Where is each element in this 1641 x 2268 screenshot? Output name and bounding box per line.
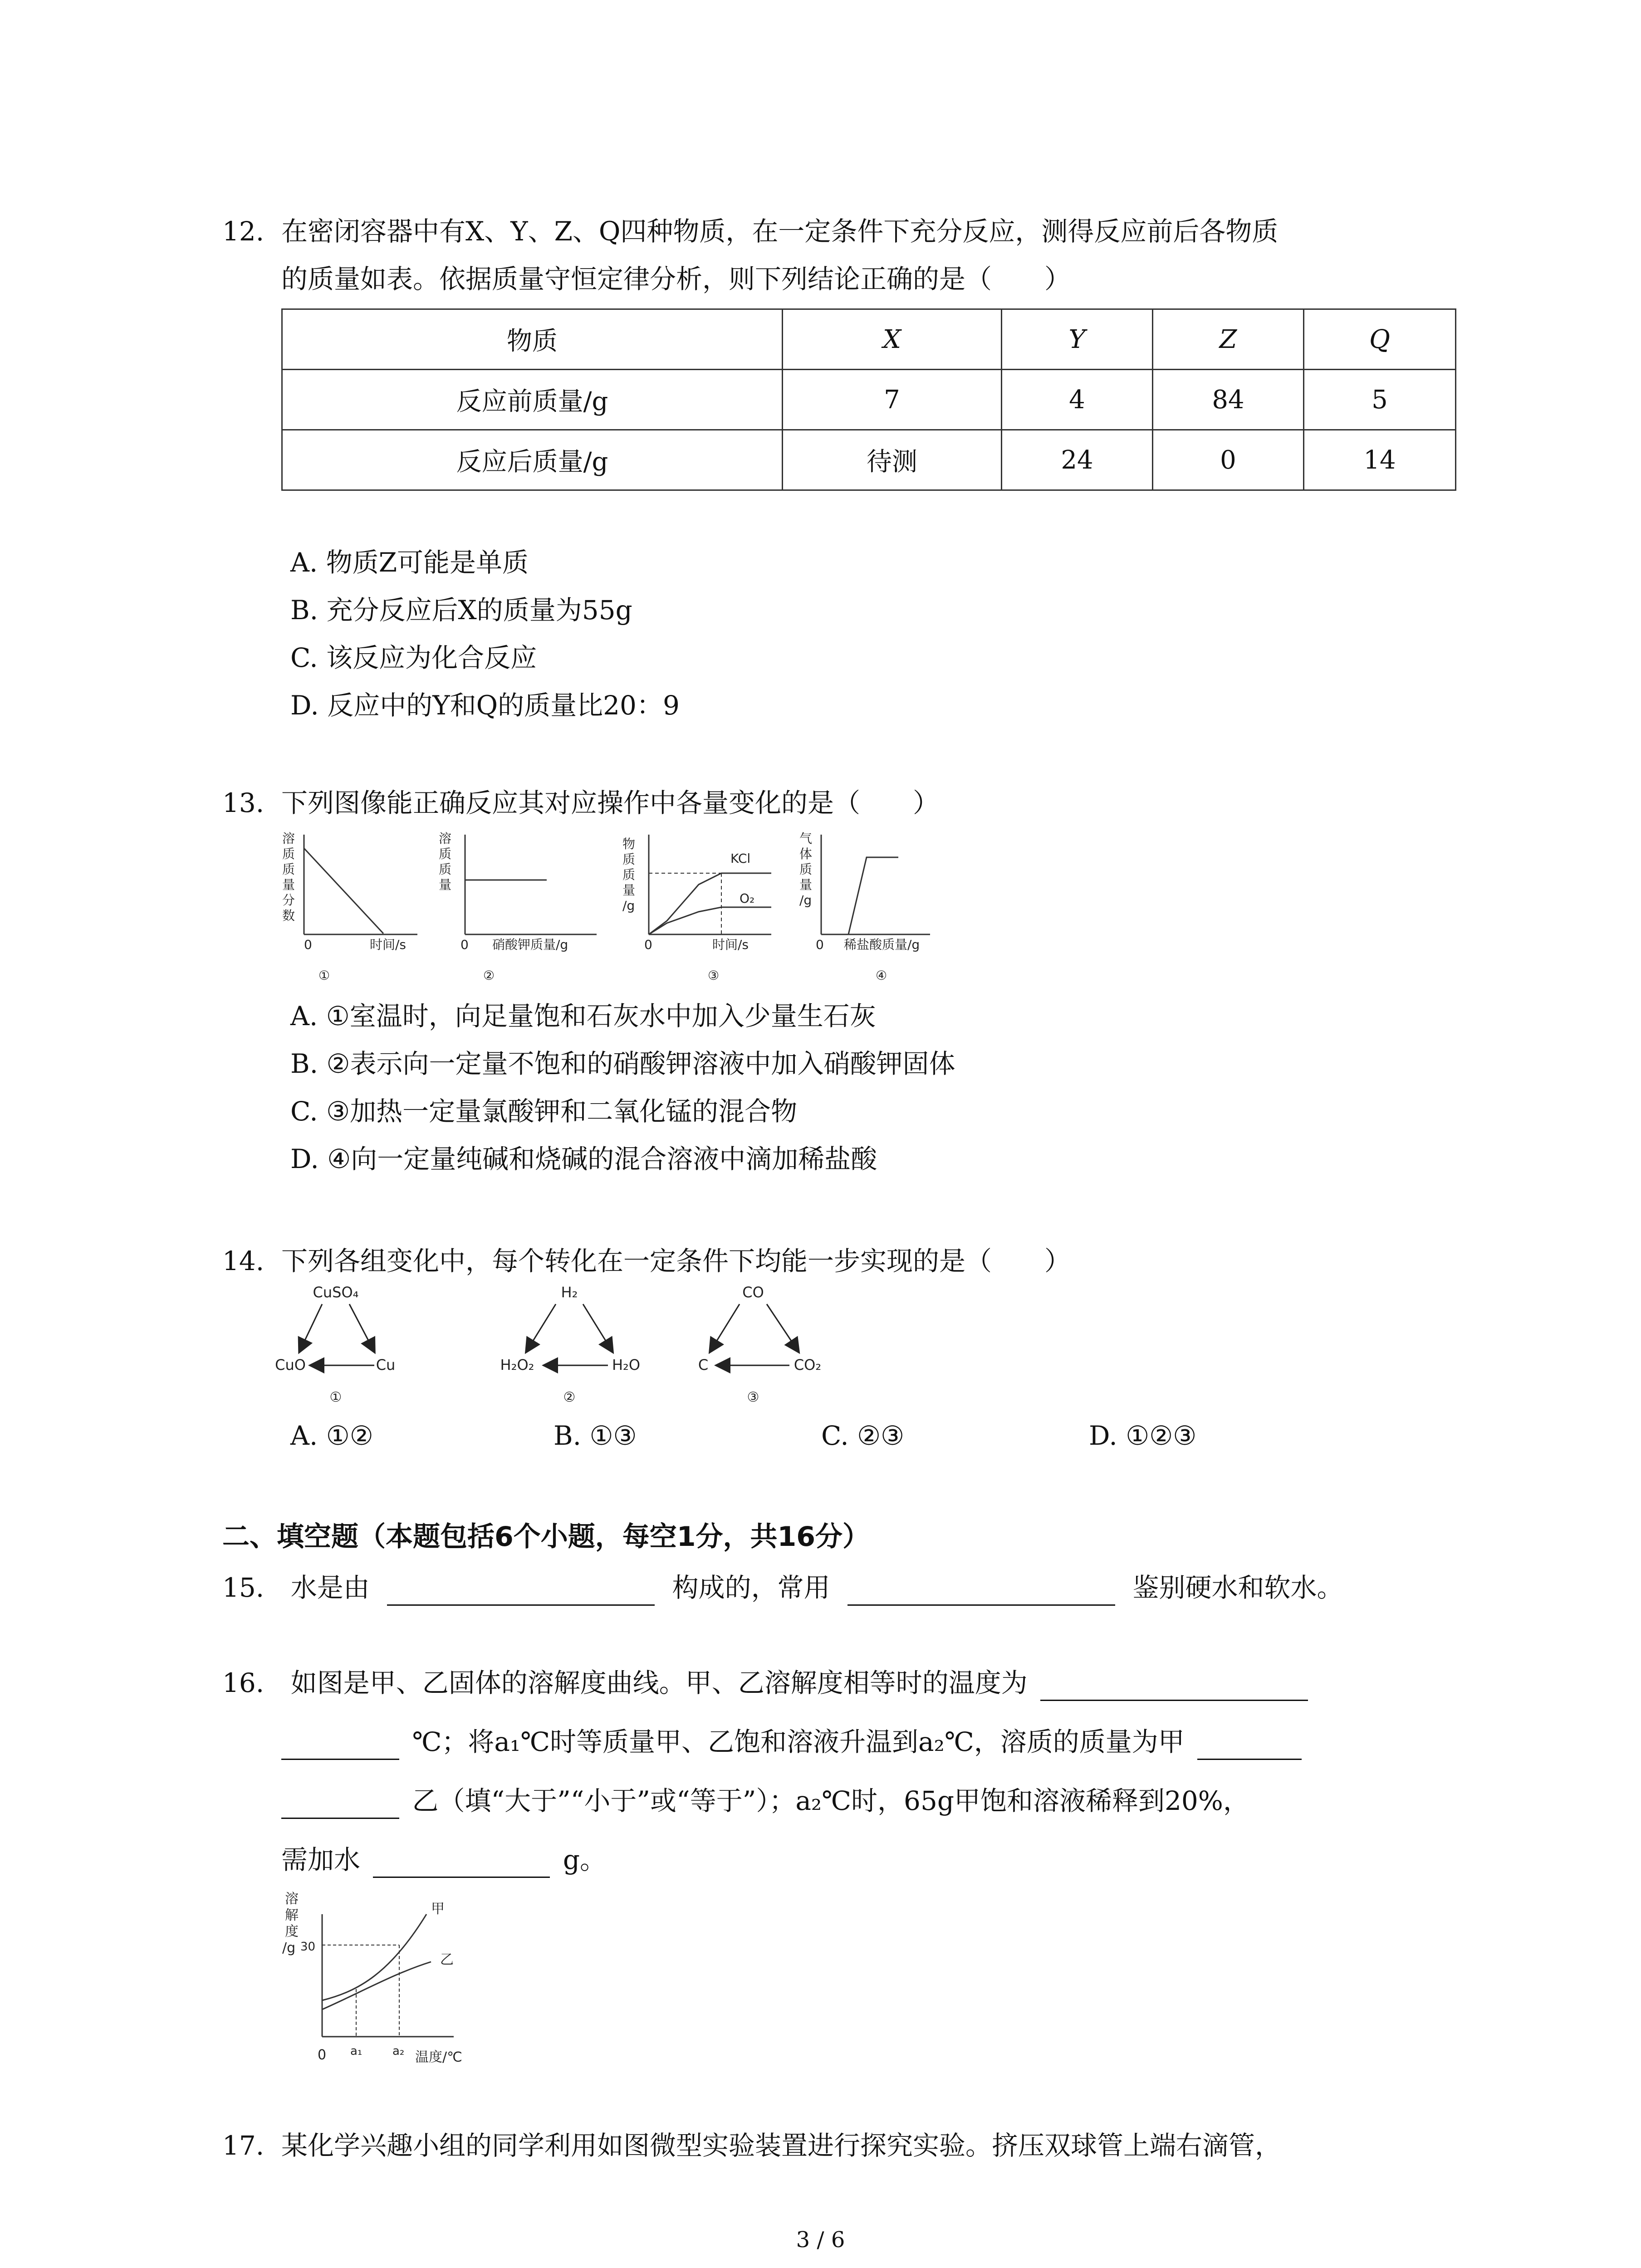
q13-graph-1 <box>277 830 426 993</box>
x-axis-label: 硝酸钾质量/g <box>492 937 568 952</box>
q12-option-d: D. 反应中的Y和Q的质量比20：9 <box>290 690 680 721</box>
q14-diagram-3 <box>698 1284 821 1405</box>
q15-part1: 水是由 <box>290 1572 370 1603</box>
q14-option-c: C. ②③ <box>821 1420 905 1451</box>
q16-number: 16. <box>222 1667 265 1698</box>
axis-label-char: 解 <box>285 1907 299 1923</box>
series-label-yi: 乙 <box>440 1952 454 1968</box>
q16-blank-1a[interactable] <box>1040 1670 1308 1701</box>
diagram-tag: ② <box>563 1389 576 1405</box>
q12-mass-table <box>281 308 1456 491</box>
series-label-kcl: KCl <box>730 851 751 866</box>
axis-label-char: 质 <box>282 862 295 877</box>
q17-number: 17. <box>222 2130 265 2161</box>
q12-number: 12. <box>222 216 265 247</box>
jia-curve <box>322 1914 426 2000</box>
origin-label: 0 <box>304 937 312 952</box>
table-cell: 物质 <box>282 309 783 370</box>
q16-text1: 如图是甲、乙固体的溶解度曲线。甲、乙溶解度相等时的温度为 <box>290 1667 1028 1698</box>
q16-blank-2b[interactable] <box>281 1788 399 1819</box>
node-left: CuO <box>275 1356 306 1374</box>
q15-blank-1[interactable] <box>387 1574 655 1606</box>
table-cell: X <box>783 309 1002 370</box>
diagram-tag: ③ <box>747 1389 759 1405</box>
page-number: 3 / 6 <box>796 2227 845 2253</box>
q13-option-b: B. ②表示向一定量不饱和的硝酸钾溶液中加入硝酸钾固体 <box>290 1048 955 1079</box>
q16-solubility-graph <box>272 1887 508 2068</box>
q13-option-d: D. ④向一定量纯碱和烧碱的混合溶液中滴加稀盐酸 <box>290 1144 877 1174</box>
q13-graph-3 <box>617 830 785 993</box>
axis-label-char: 质 <box>439 846 452 861</box>
table-cell: Y <box>1002 309 1153 370</box>
axis-label-char: 度 <box>285 1924 299 1940</box>
origin-label: 0 <box>460 937 469 952</box>
axis-label-char: 数 <box>282 908 295 923</box>
curve <box>304 848 383 934</box>
table-cell: Z <box>1153 309 1304 370</box>
node-left: C <box>698 1356 709 1374</box>
table-header-row <box>282 309 1456 370</box>
axis-label-char: /g <box>622 898 635 913</box>
table-cell: 反应前质量/g <box>282 370 783 430</box>
axis-label-char: 分 <box>282 893 295 908</box>
node-left: H₂O₂ <box>500 1356 534 1374</box>
q16-blank-2a[interactable] <box>1197 1729 1302 1760</box>
table-cell: 24 <box>1002 430 1153 490</box>
axis-label-char: 质 <box>622 852 636 867</box>
q16-line3 <box>281 1783 1249 1819</box>
q13-graph-4 <box>794 830 962 993</box>
node-right: H₂O <box>612 1356 641 1374</box>
q12-option-b: B. 充分反应后X的质量为55g <box>290 595 632 626</box>
x-tick-a1: a₁ <box>350 2044 362 2058</box>
origin-label: 0 <box>816 937 824 952</box>
axis-label-char: 溶 <box>285 1891 299 1907</box>
q13-graph-2 <box>433 830 606 993</box>
table-row <box>282 430 1456 490</box>
table-cell: 反应后质量/g <box>282 430 783 490</box>
origin-label: 0 <box>318 2047 327 2063</box>
graph-tag: ① <box>318 968 330 983</box>
q12-option-c: C. 该反应为化合反应 <box>290 642 537 673</box>
q16-blank-3[interactable] <box>373 1847 550 1878</box>
q14-diagram-1 <box>275 1284 395 1405</box>
yi-curve <box>322 1962 431 2009</box>
table-cell: 4 <box>1002 370 1153 430</box>
node-top: H₂ <box>561 1284 578 1301</box>
q15-line <box>222 1569 1343 1606</box>
axis-label-char: 量 <box>622 883 636 898</box>
graph-tag: ② <box>483 968 495 983</box>
series-label-jia: 甲 <box>431 1901 445 1917</box>
q16-text5: g。 <box>563 1844 607 1875</box>
node-right: Cu <box>376 1356 396 1374</box>
graph-tag: ③ <box>708 968 720 983</box>
node-top: CuSO₄ <box>313 1284 359 1301</box>
q16-line2 <box>281 1724 1302 1760</box>
x-axis-label: 时间/s <box>370 937 407 952</box>
q15-part3: 鉴别硬水和软水。 <box>1132 1572 1343 1603</box>
axis-label-char: 质 <box>439 862 452 877</box>
q17-stem-line1: 某化学兴趣小组的同学利用如图微型实验装置进行探究实验。挤压双球管上端右滴管， <box>281 2130 1282 2161</box>
q13-option-c: C. ③加热一定量氯酸钾和二氧化锰的混合物 <box>290 1096 798 1127</box>
axis-label-char: 质 <box>282 846 295 861</box>
q13-stem: 下列图像能正确反应其对应操作中各量变化的是（ ） <box>281 787 940 818</box>
table-cell: 0 <box>1153 430 1304 490</box>
q14-stem: 下列各组变化中，每个转化在一定条件下均能一步实现的是（ ） <box>281 1246 1071 1276</box>
q14-option-d: D. ①②③ <box>1089 1420 1197 1451</box>
table-cell: 待测 <box>783 430 1002 490</box>
series-label-o2: O₂ <box>740 891 755 906</box>
x-tick-a2: a₂ <box>392 2044 405 2058</box>
axis-label-char: 量 <box>282 877 295 892</box>
q16-line4 <box>281 1842 606 1878</box>
origin-label: 0 <box>644 937 652 952</box>
curve <box>821 857 898 934</box>
table-cell: 14 <box>1304 430 1456 490</box>
axis-label-char: 体 <box>799 846 813 861</box>
q12-stem-line1: 在密闭容器中有X、Y、Z、Q四种物质，在一定条件下充分反应，测得反应前后各物质 <box>281 216 1279 247</box>
axis-label-char: 量 <box>439 877 452 892</box>
q16-line1 <box>222 1665 1308 1701</box>
q13-number: 13. <box>222 787 265 818</box>
q12-stem-line2: 的质量如表。依据质量守恒定律分析，则下列结论正确的是（ ） <box>281 264 1071 294</box>
q16-text4: 需加水 <box>281 1844 361 1875</box>
axis-label-char: 溶 <box>282 831 295 846</box>
q14-diagrams <box>272 1279 885 1415</box>
diagram-tag: ① <box>329 1389 342 1405</box>
section-heading: 二、填空题（本题包括6个小题，每空1分，共16分） <box>222 1521 870 1553</box>
graph-tag: ④ <box>876 968 887 983</box>
axis-label-char: /g <box>799 893 812 908</box>
axis-label-char: 质 <box>622 867 636 882</box>
table-cell: Q <box>1304 309 1456 370</box>
table-cell: 5 <box>1304 370 1456 430</box>
x-axis-label: 温度/℃ <box>415 2049 462 2065</box>
axis-label-char: 气 <box>799 831 813 846</box>
q16-blank-1b[interactable] <box>281 1729 399 1760</box>
x-axis-label: 时间/s <box>712 937 749 952</box>
axis-label-char: 量 <box>799 877 813 892</box>
q13-option-a: A. ①室温时，向足量饱和石灰水中加入少量生石灰 <box>290 1001 876 1031</box>
axis-label-char: /g <box>282 1940 296 1956</box>
x-axis-label: 稀盐酸质量/g <box>844 937 920 952</box>
q14-number: 14. <box>222 1246 265 1276</box>
node-right: CO₂ <box>794 1356 822 1374</box>
table-cell: 7 <box>783 370 1002 430</box>
axis-label-char: 质 <box>799 862 813 877</box>
axis-label-char: 物 <box>622 836 636 851</box>
q15-part2: 构成的，常用 <box>672 1572 830 1603</box>
table-cell: 84 <box>1153 370 1304 430</box>
q15-number: 15. <box>222 1572 265 1603</box>
table-row <box>282 370 1456 430</box>
node-top: CO <box>742 1284 764 1301</box>
q16-text2: ℃；将a₁℃时等质量甲、乙饱和溶液升温到a₂℃，溶质的质量为甲 <box>412 1726 1185 1757</box>
q12-option-a: A. 物质Z可能是单质 <box>290 547 529 578</box>
axis-label-char: 溶 <box>439 831 452 846</box>
q14-option-b: B. ①③ <box>554 1420 637 1451</box>
q14-option-a: A. ①② <box>290 1420 373 1451</box>
q16-text3: 乙（填“大于”“小于”或“等于”）；a₂℃时，65g甲饱和溶液稀释到20%， <box>412 1785 1249 1816</box>
q15-blank-2[interactable] <box>847 1574 1115 1606</box>
y-tick-30: 30 <box>300 1940 316 1954</box>
q14-diagram-2 <box>500 1284 640 1405</box>
